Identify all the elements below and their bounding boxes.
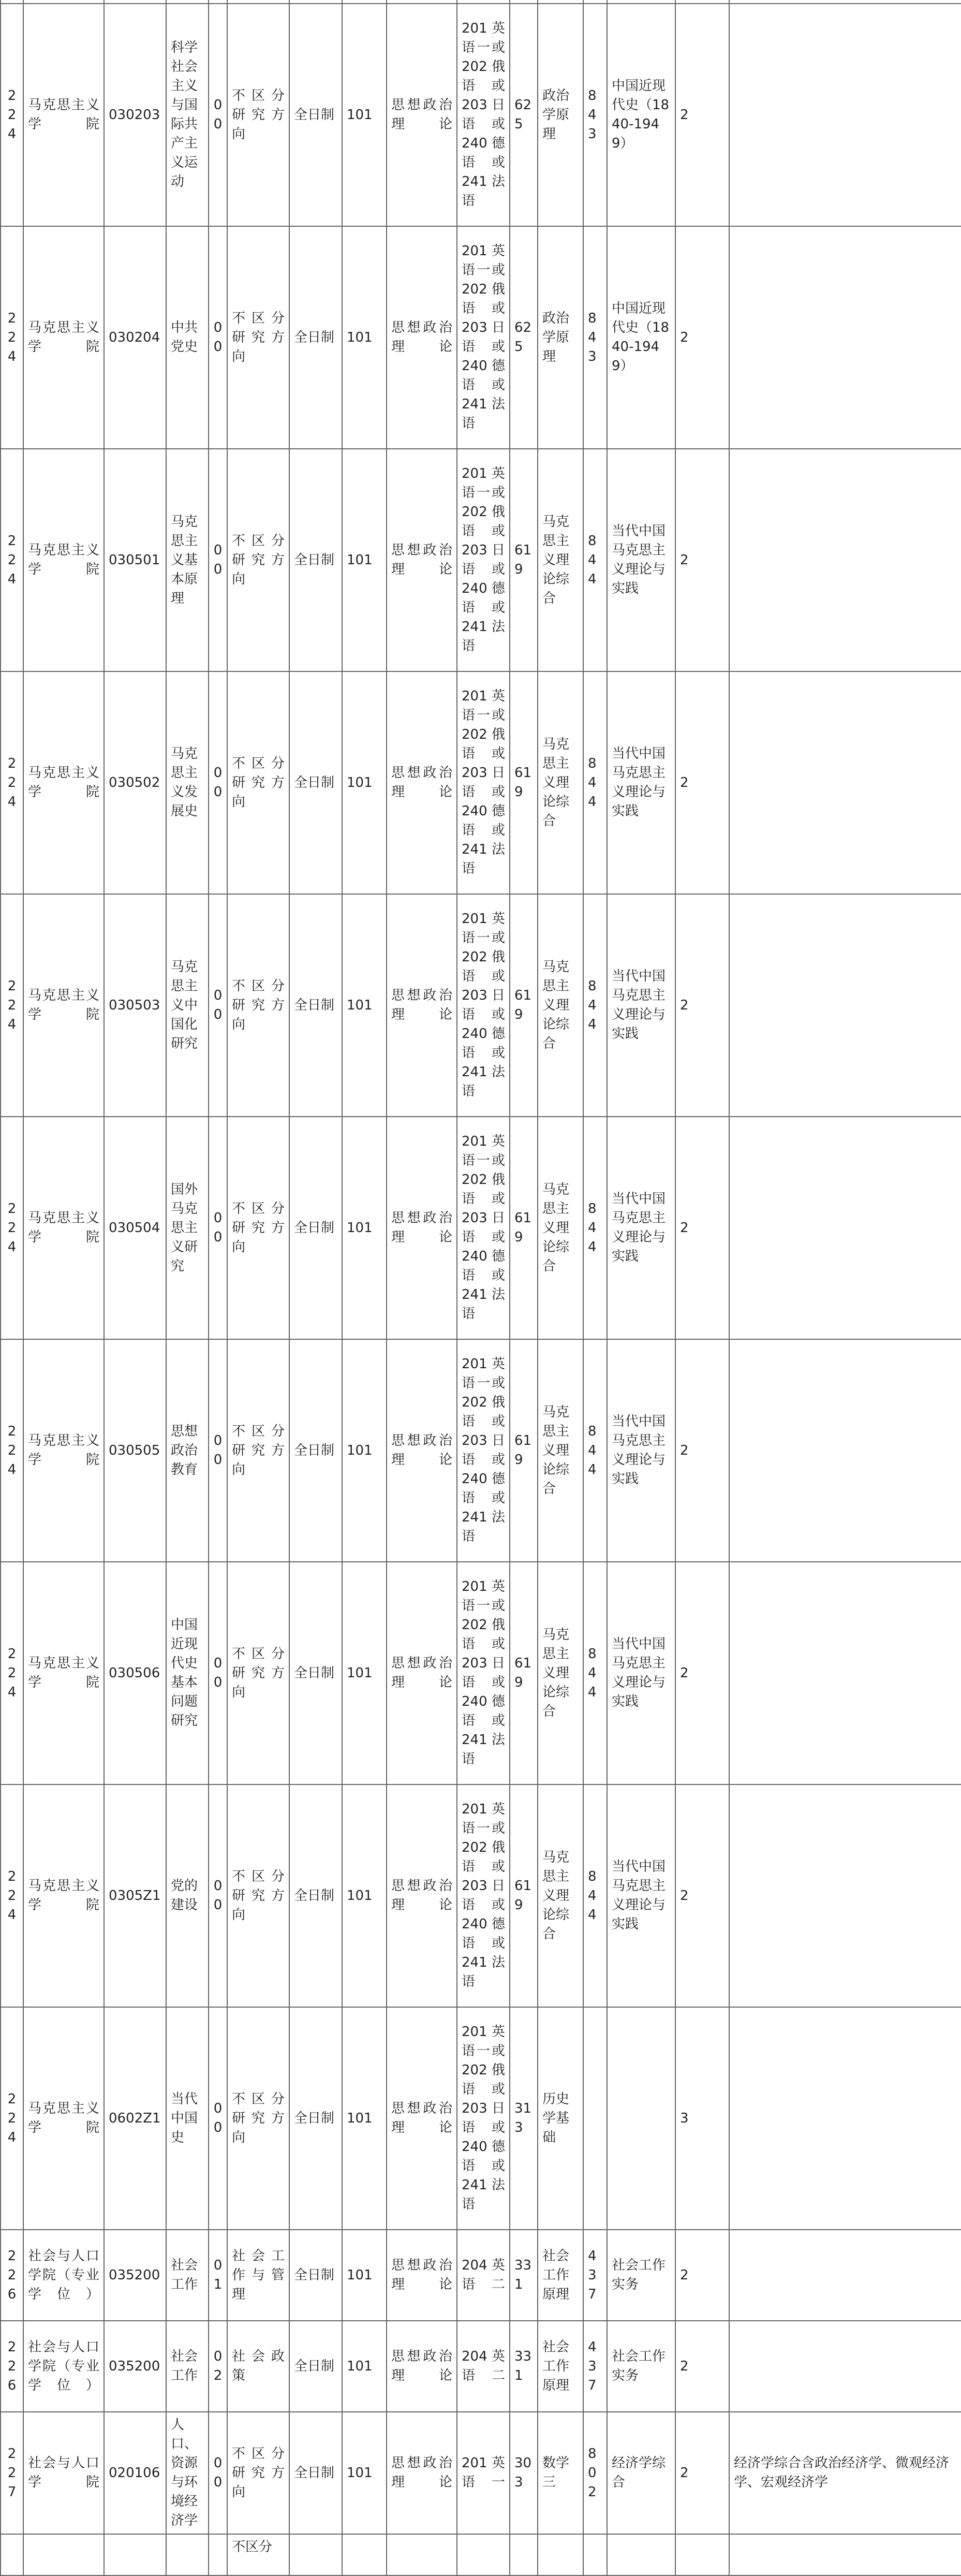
exam1-cell: 思想政治理论 <box>387 671 457 894</box>
exam2-cell: 201 英语一或 202 俄语 或 203 日语 或 240 德语 或 241 法语 <box>457 1117 510 1339</box>
major-code-cell: 030203 <box>104 4 166 226</box>
study-mode-cell: 全日制 <box>289 2007 342 2230</box>
empty-cell <box>607 0 675 4</box>
exam3-cell: 马克思主义理论综合 <box>538 671 583 894</box>
study-mode-cell: 全日制 <box>289 2321 342 2412</box>
school-cell: 马克思主义学院 <box>23 449 104 671</box>
exam3-code-cell: 331 <box>510 2321 538 2412</box>
plan-count-cell: 2 <box>675 2321 729 2412</box>
exam1-cell: 思想政治理论 <box>387 1339 457 1562</box>
exam3-cell: 社会工作原理 <box>538 2230 583 2321</box>
empty-cell <box>289 2534 342 2575</box>
exam3-code-cell: 313 <box>510 2007 538 2230</box>
exam4-cell: 社会工作实务 <box>607 2321 675 2412</box>
exam4-code-cell: 437 <box>583 2230 607 2321</box>
school-code-cell: 224 <box>1 1117 23 1339</box>
empty-cell <box>23 0 104 4</box>
exam3-code-cell: 619 <box>510 449 538 671</box>
exam4-cell: 当代中国马克思主义理论与实践 <box>607 1784 675 2007</box>
exam4-cell <box>607 2007 675 2230</box>
study-mode-cell: 全日制 <box>289 2412 342 2534</box>
exam4-cell: 当代中国马克思主义理论与实践 <box>607 1339 675 1562</box>
plan-count-cell: 2 <box>675 449 729 671</box>
empty-cell <box>387 0 457 4</box>
study-mode-cell: 全日制 <box>289 2230 342 2321</box>
direction-cell: 不区分研究方向 <box>227 2412 289 2534</box>
major-name-cell: 人口、资源与环境经济学 <box>166 2412 209 2534</box>
major-name-cell: 社会工作 <box>166 2230 209 2321</box>
study-mode-cell: 全日制 <box>289 894 342 1117</box>
direction-code-cell: 00 <box>209 449 227 671</box>
table-row <box>1 2321 961 2412</box>
empty-cell <box>675 0 729 4</box>
table-row <box>1 226 961 449</box>
plan-count-cell: 2 <box>675 1562 729 1784</box>
table-row <box>1 1117 961 1339</box>
major-name-cell: 社会工作 <box>166 2321 209 2412</box>
exam1-code-cell: 101 <box>342 1117 387 1339</box>
major-name-cell: 国外马克思主义研究 <box>166 1117 209 1339</box>
direction-code-cell: 00 <box>209 894 227 1117</box>
exam4-cell: 当代中国马克思主义理论与实践 <box>607 1117 675 1339</box>
note-cell <box>729 671 961 894</box>
school-cell: 马克思主义学院 <box>23 2007 104 2230</box>
empty-cell <box>457 2534 510 2575</box>
exam1-code-cell: 101 <box>342 1339 387 1562</box>
empty-cell <box>1 2534 23 2575</box>
empty-cell <box>289 0 342 4</box>
exam3-cell: 政治学原理 <box>538 226 583 449</box>
exam1-cell: 思想政治理论 <box>387 2230 457 2321</box>
exam3-cell: 马克思主义理论综合 <box>538 449 583 671</box>
exam3-cell: 马克思主义理论综合 <box>538 1562 583 1784</box>
exam2-cell: 201 英语一或 202 俄语 或 203 日语 或 240 德语 或 241 法语 <box>457 1562 510 1784</box>
empty-cell <box>583 0 607 4</box>
note-cell <box>729 2230 961 2321</box>
exam3-code-cell: 619 <box>510 671 538 894</box>
exam2-cell: 201 英语一或 202 俄语 或 203 日语 或 240 德语 或 241 法语 <box>457 671 510 894</box>
direction-cell: 不区分研究方向 <box>227 1117 289 1339</box>
table-row-partial-top <box>1 0 961 4</box>
exam1-cell: 思想政治理论 <box>387 1562 457 1784</box>
direction-code-cell: 00 <box>209 1339 227 1562</box>
study-mode-cell: 全日制 <box>289 4 342 226</box>
exam3-code-cell: 331 <box>510 2230 538 2321</box>
empty-cell <box>166 2534 209 2575</box>
school-code-cell: 224 <box>1 226 23 449</box>
exam4-code-cell: 844 <box>583 671 607 894</box>
note-cell <box>729 4 961 226</box>
school-code-cell: 224 <box>1 1562 23 1784</box>
exam1-code-cell: 101 <box>342 2412 387 2534</box>
exam3-code-cell: 619 <box>510 1562 538 1784</box>
direction-code-cell: 00 <box>209 2412 227 2534</box>
major-code-cell: 030506 <box>104 1562 166 1784</box>
major-name-cell: 当代中国史 <box>166 2007 209 2230</box>
empty-cell <box>729 0 961 4</box>
plan-count-cell: 2 <box>675 226 729 449</box>
table-row <box>1 1339 961 1562</box>
plan-count-cell: 2 <box>675 894 729 1117</box>
exam3-code-cell: 303 <box>510 2412 538 2534</box>
school-cell: 马克思主义学院 <box>23 1117 104 1339</box>
exam2-cell: 201 英语一或 202 俄语 或 203 日语 或 240 德语 或 241 法语 <box>457 1784 510 2007</box>
major-code-cell: 030505 <box>104 1339 166 1562</box>
major-code-cell: 0602Z1 <box>104 2007 166 2230</box>
exam3-cell: 马克思主义理论综合 <box>538 1339 583 1562</box>
plan-count-cell: 2 <box>675 4 729 226</box>
school-cell: 社会与人口学院（专业学位） <box>23 2321 104 2412</box>
table-row <box>1 1784 961 2007</box>
empty-cell <box>227 0 289 4</box>
direction-cell: 不区分研究方向 <box>227 449 289 671</box>
note-cell: 经济学综合含政治经济学、微观经济学、宏观经济学 <box>729 2412 961 2534</box>
major-code-cell: 030204 <box>104 226 166 449</box>
exam1-cell: 思想政治理论 <box>387 449 457 671</box>
school-cell: 马克思主义学院 <box>23 4 104 226</box>
exam4-cell: 经济学综合 <box>607 2412 675 2534</box>
exam2-cell: 201 英语一或 202 俄语 或 203 日语 或 240 德语 或 241 法语 <box>457 226 510 449</box>
exam4-code-cell: 844 <box>583 1784 607 2007</box>
major-code-cell: 030503 <box>104 894 166 1117</box>
direction-cell: 不区分研究方向 <box>227 671 289 894</box>
empty-cell <box>166 0 209 4</box>
study-mode-cell: 全日制 <box>289 1117 342 1339</box>
study-mode-cell: 全日制 <box>289 449 342 671</box>
note-cell <box>729 1339 961 1562</box>
plan-count-cell: 3 <box>675 2007 729 2230</box>
note-cell <box>729 1784 961 2007</box>
note-cell <box>729 449 961 671</box>
exam3-cell: 数学三 <box>538 2412 583 2534</box>
note-cell <box>729 1117 961 1339</box>
exam2-cell: 201 英语一或 202 俄语 或 203 日语 或 240 德语 或 241 法语 <box>457 449 510 671</box>
note-cell <box>729 2321 961 2412</box>
exam4-code-cell: 843 <box>583 4 607 226</box>
empty-cell <box>209 0 227 4</box>
exam4-code-cell: 844 <box>583 1562 607 1784</box>
major-name-cell: 党的建设 <box>166 1784 209 2007</box>
major-name-cell: 马克思主义发展史 <box>166 671 209 894</box>
exam1-code-cell: 101 <box>342 1784 387 2007</box>
direction-code-cell: 01 <box>209 2230 227 2321</box>
exam3-code-cell: 619 <box>510 1339 538 1562</box>
exam4-cell: 当代中国马克思主义理论与实践 <box>607 671 675 894</box>
study-mode-cell: 全日制 <box>289 226 342 449</box>
direction-cell: 不区分研究方向 <box>227 1339 289 1562</box>
school-code-cell: 226 <box>1 2230 23 2321</box>
empty-cell <box>104 0 166 4</box>
exam4-cell: 当代中国马克思主义理论与实践 <box>607 449 675 671</box>
exam4-code-cell <box>583 2007 607 2230</box>
direction-cell: 社会工作与管理 <box>227 2230 289 2321</box>
major-code-cell: 035200 <box>104 2321 166 2412</box>
exam1-code-cell: 101 <box>342 894 387 1117</box>
school-code-cell: 227 <box>1 2412 23 2534</box>
direction-cell: 不区分研究方向 <box>227 1562 289 1784</box>
table-row <box>1 2007 961 2230</box>
exam3-code-cell: 625 <box>510 4 538 226</box>
exam2-cell: 201 英语一或 202 俄语 或 203 日语 或 240 德语 或 241 法语 <box>457 894 510 1117</box>
exam3-cell: 社会工作原理 <box>538 2321 583 2412</box>
exam1-code-cell: 101 <box>342 449 387 671</box>
direction-code-cell: 00 <box>209 4 227 226</box>
exam1-code-cell: 101 <box>342 671 387 894</box>
direction-code-cell: 00 <box>209 2007 227 2230</box>
exam2-cell: 204 英语二 <box>457 2321 510 2412</box>
note-cell <box>729 2007 961 2230</box>
school-code-cell: 224 <box>1 4 23 226</box>
study-mode-cell: 全日制 <box>289 1562 342 1784</box>
exam4-code-cell: 844 <box>583 1117 607 1339</box>
plan-count-cell: 2 <box>675 671 729 894</box>
exam1-code-cell: 101 <box>342 226 387 449</box>
plan-count-cell: 2 <box>675 1117 729 1339</box>
exam3-code-cell: 619 <box>510 1784 538 2007</box>
exam3-code-cell: 619 <box>510 1117 538 1339</box>
school-code-cell: 224 <box>1 894 23 1117</box>
school-code-cell: 224 <box>1 1784 23 2007</box>
empty-cell <box>538 2534 583 2575</box>
empty-cell <box>729 2534 961 2575</box>
exam1-code-cell: 101 <box>342 1562 387 1784</box>
exam1-cell: 思想政治理论 <box>387 2412 457 2534</box>
major-name-cell: 马克思主义中国化研究 <box>166 894 209 1117</box>
exam1-code-cell: 101 <box>342 2321 387 2412</box>
exam4-code-cell: 843 <box>583 226 607 449</box>
exam2-cell: 201 英语一或 202 俄语 或 203 日语 或 240 德语 或 241 法语 <box>457 2007 510 2230</box>
note-cell <box>729 1562 961 1784</box>
exam1-code-cell: 101 <box>342 4 387 226</box>
direction-cell: 不区分研究方向 <box>227 1784 289 2007</box>
school-cell: 马克思主义学院 <box>23 1339 104 1562</box>
school-cell: 马克思主义学院 <box>23 1562 104 1784</box>
empty-cell <box>607 2534 675 2575</box>
note-cell <box>729 226 961 449</box>
exam4-cell: 中国近现代史（1840-1949） <box>607 4 675 226</box>
exam4-code-cell: 844 <box>583 894 607 1117</box>
exam2-cell: 201 英语一或 202 俄语 或 203 日语 或 240 德语 或 241 法语 <box>457 4 510 226</box>
direction-code-cell: 00 <box>209 671 227 894</box>
exam3-code-cell: 625 <box>510 226 538 449</box>
exam4-code-cell: 437 <box>583 2321 607 2412</box>
major-name-cell: 思想政治教育 <box>166 1339 209 1562</box>
table-row <box>1 2412 961 2534</box>
school-code-cell: 226 <box>1 2321 23 2412</box>
exam4-code-cell: 844 <box>583 449 607 671</box>
empty-cell <box>510 2534 538 2575</box>
empty-cell <box>1 0 23 4</box>
exam4-code-cell: 802 <box>583 2412 607 2534</box>
exam1-cell: 思想政治理论 <box>387 2321 457 2412</box>
exam4-cell: 当代中国马克思主义理论与实践 <box>607 894 675 1117</box>
table-row <box>1 4 961 226</box>
school-cell: 马克思主义学院 <box>23 226 104 449</box>
study-mode-cell: 全日制 <box>289 1784 342 2007</box>
direction-cell: 不区分研究方向 <box>227 2007 289 2230</box>
direction-code-cell: 02 <box>209 2321 227 2412</box>
direction-code-cell: 00 <box>209 1562 227 1784</box>
plan-count-cell: 2 <box>675 2412 729 2534</box>
exam3-cell: 马克思主义理论综合 <box>538 894 583 1117</box>
major-name-cell: 中国近现代史基本问题研究 <box>166 1562 209 1784</box>
direction-cell: 不区分 <box>227 2534 289 2575</box>
exam4-cell: 当代中国马克思主义理论与实践 <box>607 1562 675 1784</box>
direction-code-cell: 00 <box>209 1117 227 1339</box>
empty-cell <box>342 0 387 4</box>
table-row <box>1 449 961 671</box>
school-code-cell: 224 <box>1 671 23 894</box>
table-row <box>1 1562 961 1784</box>
major-code-cell: 030502 <box>104 671 166 894</box>
exam2-cell: 201 英语一或 202 俄语 或 203 日语 或 240 德语 或 241 法语 <box>457 1339 510 1562</box>
empty-cell <box>104 2534 166 2575</box>
empty-cell <box>675 2534 729 2575</box>
empty-cell <box>209 2534 227 2575</box>
major-code-cell: 020106 <box>104 2412 166 2534</box>
table-row <box>1 2230 961 2321</box>
table-row <box>1 671 961 894</box>
study-mode-cell: 全日制 <box>289 1339 342 1562</box>
exam1-cell: 思想政治理论 <box>387 2007 457 2230</box>
empty-cell <box>583 2534 607 2575</box>
exam1-cell: 思想政治理论 <box>387 894 457 1117</box>
exam4-cell: 社会工作实务 <box>607 2230 675 2321</box>
exam3-code-cell: 619 <box>510 894 538 1117</box>
major-code-cell: 030501 <box>104 449 166 671</box>
direction-cell: 不区分研究方向 <box>227 226 289 449</box>
school-cell: 马克思主义学院 <box>23 894 104 1117</box>
table-row-partial-bottom <box>1 2534 961 2575</box>
direction-code-cell: 00 <box>209 1784 227 2007</box>
school-code-cell: 224 <box>1 2007 23 2230</box>
exam1-cell: 思想政治理论 <box>387 1784 457 2007</box>
exam2-cell: 204 英语二 <box>457 2230 510 2321</box>
exam4-cell: 中国近现代史（1840-1949） <box>607 226 675 449</box>
exam3-cell: 政治学原理 <box>538 4 583 226</box>
direction-cell: 社会政策 <box>227 2321 289 2412</box>
exam2-cell: 201 英语一 <box>457 2412 510 2534</box>
exam1-cell: 思想政治理论 <box>387 1117 457 1339</box>
major-name-cell: 马克思主义基本原理 <box>166 449 209 671</box>
exam1-cell: 思想政治理论 <box>387 4 457 226</box>
school-code-cell: 224 <box>1 1339 23 1562</box>
empty-cell <box>510 0 538 4</box>
plan-count-cell: 2 <box>675 2230 729 2321</box>
major-name-cell: 科学社会主义与国际共产主义运动 <box>166 4 209 226</box>
direction-cell: 不区分研究方向 <box>227 4 289 226</box>
school-cell: 社会与人口学院 <box>23 2412 104 2534</box>
empty-cell <box>387 2534 457 2575</box>
empty-cell <box>538 0 583 4</box>
school-cell: 社会与人口学院（专业学位） <box>23 2230 104 2321</box>
direction-code-cell: 00 <box>209 226 227 449</box>
exam3-cell: 马克思主义理论综合 <box>538 1117 583 1339</box>
table-row <box>1 894 961 1117</box>
exam3-cell: 历史学基础 <box>538 2007 583 2230</box>
major-code-cell: 030504 <box>104 1117 166 1339</box>
exam1-code-cell: 101 <box>342 2230 387 2321</box>
direction-cell: 不区分研究方向 <box>227 894 289 1117</box>
school-code-cell: 224 <box>1 449 23 671</box>
exam3-cell: 马克思主义理论综合 <box>538 1784 583 2007</box>
exam2-cell <box>457 0 510 4</box>
plan-count-cell: 2 <box>675 1784 729 2007</box>
exam4-code-cell: 844 <box>583 1339 607 1562</box>
plan-count-cell: 2 <box>675 1339 729 1562</box>
study-mode-cell: 全日制 <box>289 671 342 894</box>
school-cell: 马克思主义学院 <box>23 671 104 894</box>
note-cell <box>729 894 961 1117</box>
major-code-cell: 035200 <box>104 2230 166 2321</box>
exam1-cell: 思想政治理论 <box>387 226 457 449</box>
major-name-cell: 中共党史 <box>166 226 209 449</box>
exam1-code-cell: 101 <box>342 2007 387 2230</box>
major-code-cell: 0305Z1 <box>104 1784 166 2007</box>
empty-cell <box>342 2534 387 2575</box>
empty-cell <box>23 2534 104 2575</box>
school-cell: 马克思主义学院 <box>23 1784 104 2007</box>
